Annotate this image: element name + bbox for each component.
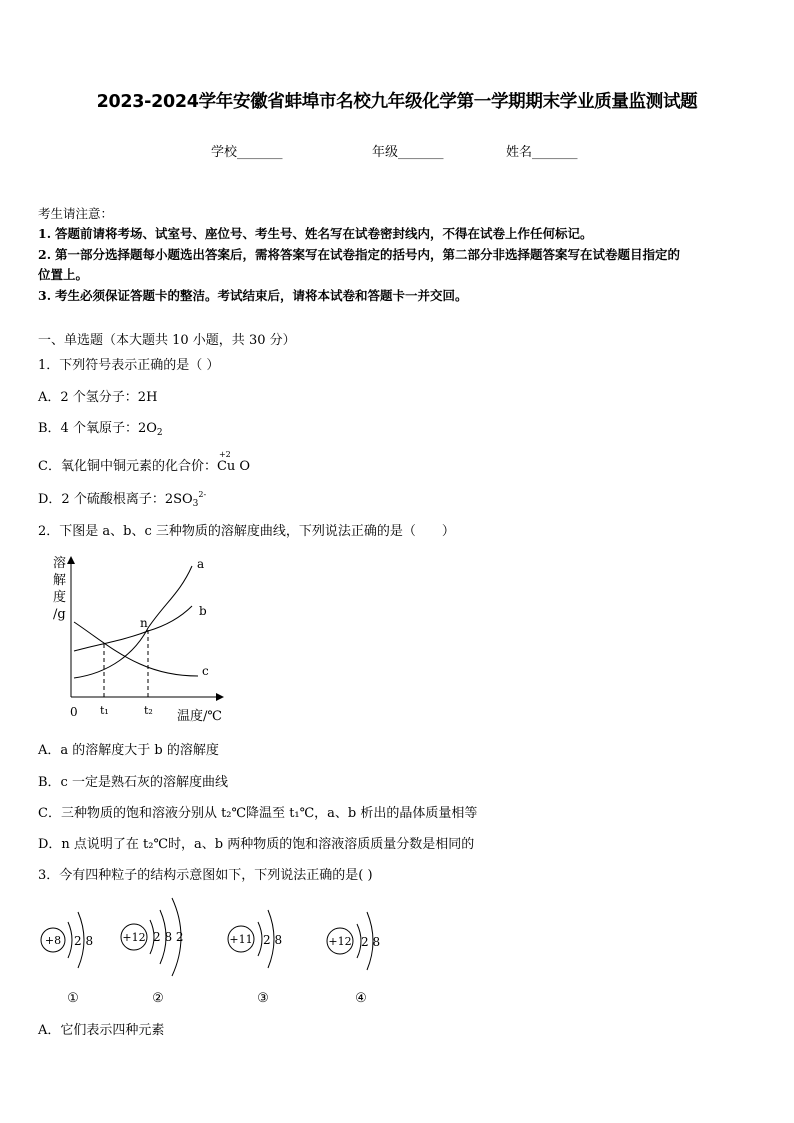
curve-b-label: b: [199, 604, 207, 618]
q1-b-symbol: 2O: [137, 421, 157, 436]
curve-c: [74, 622, 198, 676]
q2-stem: 2．下图是 a、b、c 三种物质的溶解度曲线，下列说法正确的是（ ）: [38, 524, 455, 539]
y-label-4: /g: [53, 607, 66, 622]
notice-heading: 考生请注意：: [38, 206, 114, 221]
x-axis-label: 温度/℃: [177, 709, 222, 724]
section-heading: 一、单选题（本大题共 10 小题，共 30 分）: [38, 333, 296, 348]
q1-option-d: [38, 488, 206, 509]
particle-4-shells: 2 8: [361, 935, 381, 949]
q2-option-a: A．a 的溶解度大于 b 的溶解度: [38, 743, 219, 758]
particle-1-nucleus: +8: [44, 934, 62, 947]
notice-item-1-text: 答题前请将考场、试室号、座位号、考生号、姓名写在试卷密封线内，不得在试卷上作任何标记。: [55, 226, 593, 241]
solubility-graph: [40, 548, 240, 728]
t2-label: t₂: [144, 704, 153, 717]
q1-d-symbol: 2SO: [164, 492, 193, 507]
notice-item-1: [38, 224, 593, 242]
q2-option-c: C．三种物质的饱和溶液分别从 t₂℃降温至 t₁℃，a、b 析出的晶体质量相等: [38, 806, 478, 821]
notice-item-2-text: 第一部分选择题每小题选出答案后，需将答案写在试卷指定的括号内，第二部分非选择题答案写在试卷题目指定的: [55, 247, 681, 262]
point-n-label: n: [140, 616, 148, 630]
notice-item-3-text: 考生必须保证答题卡的整洁。考试结束后，请将本试卷和答题卡一并交回。: [55, 288, 468, 303]
q1-c-symbol: Cu O: [216, 459, 251, 474]
particle-3: [228, 910, 282, 1006]
q1-c-valence: +2: [218, 450, 231, 459]
notice-item-2-cont: 位置上。: [38, 267, 89, 282]
particle-2-nucleus: +12: [122, 931, 146, 944]
notice-item-1-number: 1.: [38, 226, 52, 241]
particle-2-shells: 2 8 2: [153, 930, 184, 944]
q1-a-symbol: 2H: [137, 390, 158, 405]
particle-2: [121, 898, 184, 1006]
school-field: 学校_______: [211, 145, 283, 160]
name-field: 姓名_______: [506, 145, 578, 160]
q1-b-subscript: 2: [156, 428, 163, 438]
curve-c-label: c: [202, 664, 209, 678]
q1-option-b: [38, 417, 163, 438]
notice-item-3: [38, 286, 468, 304]
q1-option-c: [38, 450, 251, 474]
q2-option-d: D．n 点说明了在 t₂℃时，a、b 两种物质的饱和溶液溶质质量分数是相同的: [38, 837, 475, 852]
atomic-structure-diagrams: [30, 890, 410, 1015]
q1-b-text: B．4 个氧原子：: [38, 421, 138, 436]
q2-option-b: B．c 一定是熟石灰的溶解度曲线: [38, 775, 228, 790]
particle-3-shells: 2 8: [263, 933, 283, 947]
q1-d-subscript: 3: [192, 499, 199, 509]
notice-item-3-number: 3.: [38, 288, 52, 303]
particle-4-label: ④: [355, 991, 367, 1006]
t1-label: t₁: [100, 704, 109, 717]
particle-3-nucleus: +11: [229, 933, 253, 946]
y-label-2: 解: [53, 573, 67, 588]
particle-4-nucleus: +12: [328, 935, 352, 948]
notice-item-2-number: 2.: [38, 247, 52, 262]
curve-a-label: a: [197, 557, 205, 571]
particle-1-shells: 2 8: [74, 934, 94, 948]
y-label-1: 溶: [53, 556, 67, 571]
y-label-3: 度: [53, 590, 67, 605]
q1-stem: 1．下列符号表示正确的是（ ）: [38, 358, 220, 373]
particle-3-label: ③: [257, 991, 269, 1006]
particle-2-label: ②: [152, 991, 164, 1006]
particle-1: [41, 912, 93, 1006]
q1-option-a: [38, 386, 157, 405]
particle-4: [327, 912, 380, 1006]
q1-d-text: D．2 个硫酸根离子：: [38, 492, 165, 507]
grade-field: 年级_______: [372, 145, 444, 160]
q1-a-text: A．2 个氢分子：: [38, 390, 138, 405]
q3-option-a: A．它们表示四种元素: [38, 1023, 165, 1038]
notice-item-2: [38, 245, 680, 263]
q1-d-superscript: 2-: [198, 490, 207, 499]
page-title: 2023-2024学年安徽省蚌埠市名校九年级化学第一学期期末学业质量监测试题: [96, 92, 698, 112]
origin-label: 0: [70, 705, 78, 719]
curve-b: [74, 606, 192, 651]
q1-c-text: C．氧化铜中铜元素的化合价：: [38, 459, 217, 474]
q3-stem: 3．今有四种粒子的结构示意图如下，下列说法正确的是( ): [38, 868, 373, 883]
particle-1-label: ①: [67, 991, 79, 1006]
